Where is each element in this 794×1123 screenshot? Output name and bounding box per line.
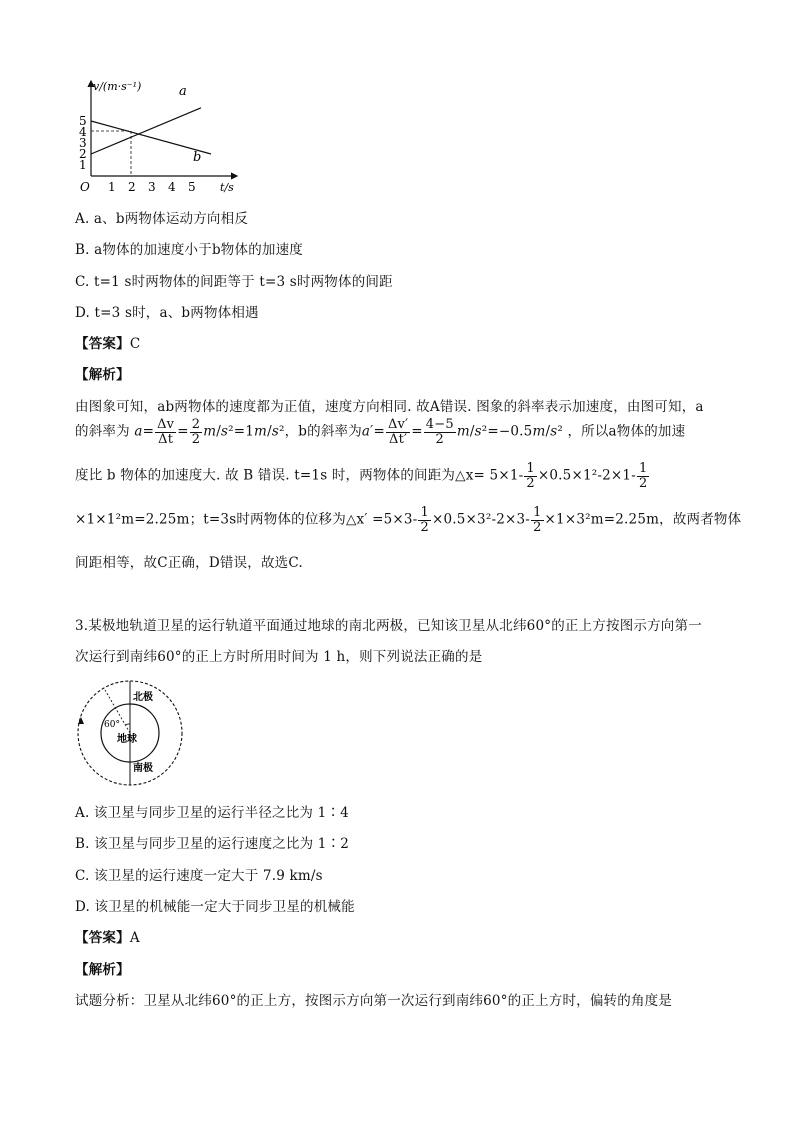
y-tick-label: 5 — [79, 114, 87, 128]
y-tick-label: 4 — [79, 125, 87, 139]
text: ，b的斜率为 — [284, 423, 362, 440]
x-tick-label: 5 — [188, 180, 196, 194]
text: ，所以a物体的加速 — [567, 423, 686, 440]
text: 度比 b 物体的加速度大. 故 B 错误. t=1s 时，两物体的间距为△x= 5×1- — [75, 467, 524, 484]
direction-arrow-icon — [78, 717, 84, 724]
q2-analysis-label: 【解析】 — [75, 367, 130, 383]
y-tick-label: 3 — [79, 136, 87, 150]
q3-analysis-label: 【解析】 — [75, 962, 130, 978]
q2-answer — [75, 332, 140, 352]
south-pole-label: 南极 — [133, 763, 153, 774]
text: ×0.5×3²-2×3- — [431, 511, 531, 528]
earth-label: 地球 — [117, 734, 137, 745]
y-tick-label: 2 — [79, 147, 87, 161]
text: 的斜率为 — [75, 423, 130, 440]
q2-analysis-p2: 的斜率为 a= $\frac{\Delta v}{\Delta t}$ = $\frac{2}{2}$ m/s²=1m/s²，b的斜率为a′= $\frac{\Delta v'}{\Delta t'}$ = $\frac{4-5}{2}$ m/s²=−0.5m/s² ，所以a物体的加速 — [75, 417, 686, 447]
x-tick-label: 3 — [148, 180, 156, 194]
q3-option-c: C. 该卫星的运行速度一定大于 7.9 km/s — [75, 868, 323, 884]
q2-analysis-p3: 度比 b 物体的加速度大. 故 B 错误. t=1s 时，两物体的间距为△x= 5×1- $\frac{1}{2}$ ×0.5×1²-2×1- $\frac{1}{2}$ — [75, 461, 648, 491]
x-tick-label: 1 — [108, 180, 116, 194]
q3-stem-line2: 次运行到南纬60°的正上方时所用时间为 1 h，则下列说法正确的是 — [75, 649, 483, 665]
x-tick-label: 2 — [128, 180, 136, 194]
q3-option-d: D. 该卫星的机械能一定大于同步卫星的机械能 — [75, 899, 355, 915]
y-axis-label: v/(m·s⁻¹) — [93, 80, 142, 93]
q2-option-b: B. a物体的加速度小于b物体的加速度 — [75, 242, 303, 258]
line-b-label: b — [193, 150, 202, 165]
velocity-time-graph — [75, 75, 245, 197]
origin-label: O — [80, 180, 90, 194]
q3-stem-line1: 3.某极地轨道卫星的运行轨道平面通过地球的南北两极，已知该卫星从北纬60°的正上方按图示方向第一 — [75, 618, 702, 634]
text: ×1×1²m=2.25m；t=3s时两物体的位移为△x′ =5×3- — [75, 511, 418, 528]
q2-option-c: C. t=1 s时两物体的间距等于 t=3 s时两物体的间距 — [75, 274, 393, 290]
q2-option-d: D. t=3 s时，a、b两物体相遇 — [75, 305, 259, 321]
polar-orbit-figure — [75, 678, 185, 788]
answer-value: A — [129, 930, 140, 946]
q2-analysis-p1: 由图象可知，ab两物体的速度都为正值，速度方向相同. 故A错误. 图象的斜率表示加速度，由图可知，a — [75, 399, 704, 415]
text: ×1×3²m=2.25m，故两者物体 — [544, 511, 742, 528]
q2-option-a: A. a、b两物体运动方向相反 — [75, 211, 249, 227]
q2-analysis-p5: 间距相等，故C正确，D错误，故选C. — [75, 555, 303, 571]
q2-analysis-p4: ×1×1²m=2.25m；t=3s时两物体的位移为△x′ =5×3- $\frac{1}{2}$ ×0.5×3²-2×3- $\frac{1}{2}$ ×1×3²m=2.25m，故两者物体 — [75, 505, 742, 535]
text: ×0.5×1²-2×1- — [537, 467, 636, 484]
answer-label: 【答案】 — [75, 930, 130, 946]
answer-label: 【答案】 — [75, 336, 130, 352]
north-pole-label: 北极 — [133, 692, 153, 703]
q3-analysis-text: 试题分析：卫星从北纬60°的正上方，按图示方向第一次运行到南纬60°的正上方时，偏转的角度是 — [75, 993, 673, 1009]
y-tick-label: 1 — [79, 158, 87, 172]
x-axis-label: t/s — [220, 181, 234, 194]
answer-value: C — [129, 336, 141, 352]
q3-answer — [75, 926, 140, 946]
angle-arc — [125, 724, 130, 725]
q3-option-a: A. 该卫星与同步卫星的运行半径之比为 1∶4 — [75, 805, 349, 821]
x-tick-label: 4 — [168, 180, 176, 194]
angle-label: 60° — [104, 720, 120, 730]
line-a-label: a — [179, 84, 187, 99]
q3-option-b: B. 该卫星与同步卫星的运行速度之比为 1∶2 — [75, 836, 350, 852]
